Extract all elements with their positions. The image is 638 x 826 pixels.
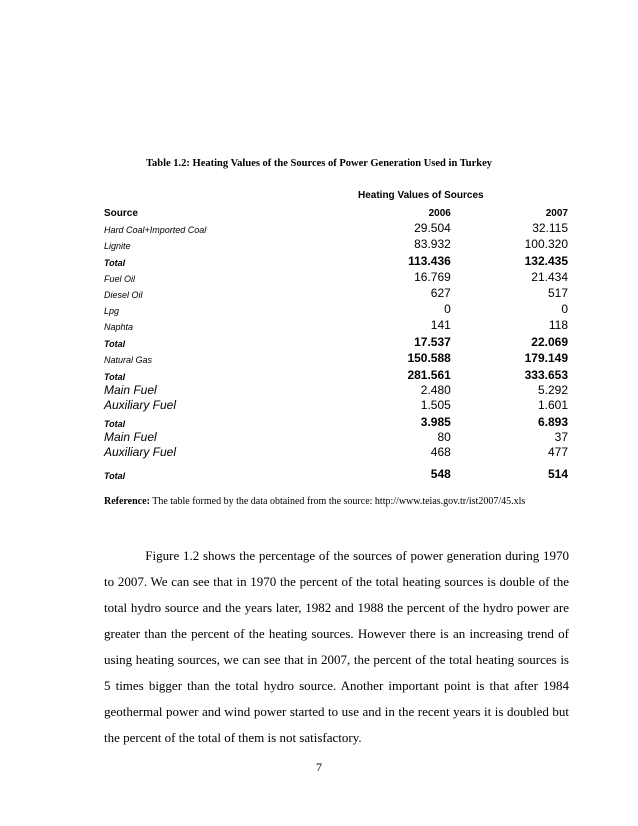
table-row [104,219,568,235]
table-row-total [104,412,568,429]
row-source: Main Fuel [104,430,157,444]
table-row [104,349,568,365]
row-value-2006: 281.561 [407,368,451,382]
row-source: Total [104,258,126,268]
table-row [104,397,568,412]
row-value-2007: 22.069 [531,335,568,349]
row-value-2006: 17.537 [414,335,451,349]
table-caption: Table 1.2: Heating Values of the Sources of Power Generation Used in Turkey [145,158,493,169]
row-value-2006: 150.588 [407,351,451,365]
table-row-total [104,459,568,481]
table-row [104,300,568,316]
row-value-2006: 3.985 [420,415,451,429]
row-value-2006: 16.769 [414,270,451,284]
table-row [104,316,568,332]
table-row [104,444,568,459]
heating-values-table [104,205,568,481]
header-2006: 2006 [428,208,451,219]
table-row [104,429,568,444]
row-value-2007: 21.434 [531,270,568,284]
row-value-2006: 468 [430,445,451,459]
row-source: Lpg [104,306,120,316]
row-value-2007: 514 [547,467,568,481]
row-value-2006: 29.504 [414,221,451,235]
table-row-total [104,251,568,268]
row-value-2007: 1.601 [537,398,568,412]
row-value-2006: 113.436 [408,254,451,268]
row-source: Total [104,419,126,429]
row-value-2006: 627 [430,286,451,300]
row-source: Total [104,339,126,349]
row-source: Natural Gas [104,355,153,365]
row-value-2007: 179.149 [524,351,568,365]
row-source: Auxiliary Fuel [104,398,177,412]
row-source: Auxiliary Fuel [104,445,177,459]
row-value-2006: 2.480 [420,383,451,397]
page-number: 7 [316,760,322,774]
table-row [104,268,568,284]
row-value-2007: 100.320 [524,237,568,251]
reference-note [104,496,604,507]
row-source: Total [104,372,126,382]
row-value-2006: 1.505 [420,398,451,412]
header-2007: 2007 [545,208,568,219]
row-value-2007: 5.292 [537,383,568,397]
row-source: Diesel Oil [104,290,143,300]
row-value-2007: 32.115 [532,221,568,235]
reference-text: The table formed by the data obtained from the source: http://www.teias.gov.tr/ist2007/45.xls [149,496,526,507]
row-value-2007: 0 [561,302,568,316]
reference-label: Reference: [104,496,150,507]
row-value-2006: 0 [444,302,451,316]
row-source: Hard Coal+Imported Coal [104,225,207,235]
row-value-2007: 132.435 [524,254,568,268]
row-value-2007: 517 [547,286,568,300]
table-header-row [104,205,568,219]
row-source: Naphta [104,322,134,332]
row-source: Total [104,471,126,481]
table-row-total [104,365,568,382]
group-header: Heating Values of Sources [358,190,484,201]
row-value-2007: 6.893 [537,415,568,429]
row-value-2006: 80 [437,430,451,444]
table-row-total [104,332,568,349]
row-source: Main Fuel [104,383,157,397]
row-value-2006: 83.932 [414,237,451,251]
row-value-2007: 37 [554,430,568,444]
table-row [104,284,568,300]
header-source: Source [104,208,138,219]
row-value-2007: 118 [548,318,568,332]
row-source: Lignite [104,241,131,251]
row-value-2007: 333.653 [524,368,568,382]
table-row [104,235,568,251]
body-paragraph: Figure 1.2 shows the percentage of the sources of power generation during 1970 to 2007. We can see that in 1970 the percent of the total heating sources is double of the total hydro source and the years later, 1982 and 1988 the percent of the hydro power are greater than the percent of the heating sources. However there is an increasing trend of using heating sources, we can see that in 2007, the percent of the total heating sources is 5 times bigger than the total hydro source. Another important point is that after 1984 geothermal power and wind power started to use and in the recent years it is doubled but the percent of the total of them is not satisfactory. [104,548,569,745]
row-value-2006: 141 [430,318,451,332]
row-value-2007: 477 [547,445,568,459]
row-source: Fuel Oil [104,274,136,284]
table-row [104,382,568,397]
row-value-2006: 548 [430,467,451,481]
